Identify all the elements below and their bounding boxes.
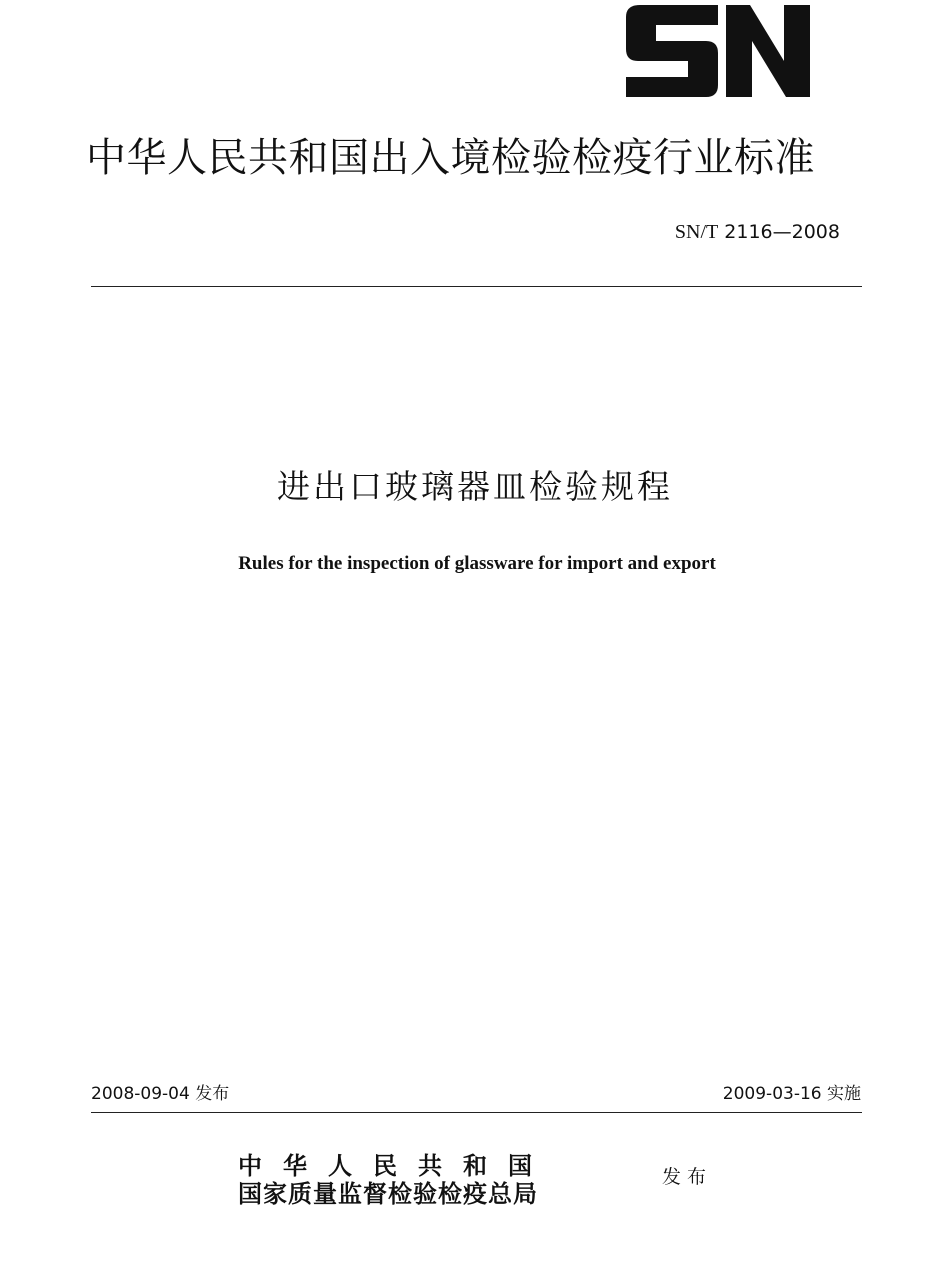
issue-date [91,1082,229,1106]
standard-code-prefix: SN/T [674,221,719,243]
issuer-country: 中华人民共和国 [238,1151,553,1180]
top-divider [91,286,862,287]
document-title-chinese: 进出口玻璃器皿检验规程 [277,467,673,506]
issuing-authority [238,1152,648,1208]
standard-code-number: 2116—2008 [724,221,840,243]
bottom-divider [91,1112,862,1113]
implementation-date [723,1082,861,1106]
issuer-agency: 国家质量监督检验检疫总局 [238,1179,538,1208]
standard-code [675,220,840,244]
issue-date-label: 发布 [195,1084,230,1104]
document-title-english: Rules for the inspection of glassware for import and export [238,553,716,574]
issue-date-value: 2008-09-04 [91,1084,190,1104]
issuer-action-label: 发布 [662,1166,713,1188]
sn-logo-icon [626,5,810,97]
implementation-date-label: 实施 [827,1084,861,1104]
standard-category-title: 中华人民共和国出入境检验检疫行业标准 [86,135,815,181]
implementation-date-value: 2009-03-16 [722,1084,822,1104]
